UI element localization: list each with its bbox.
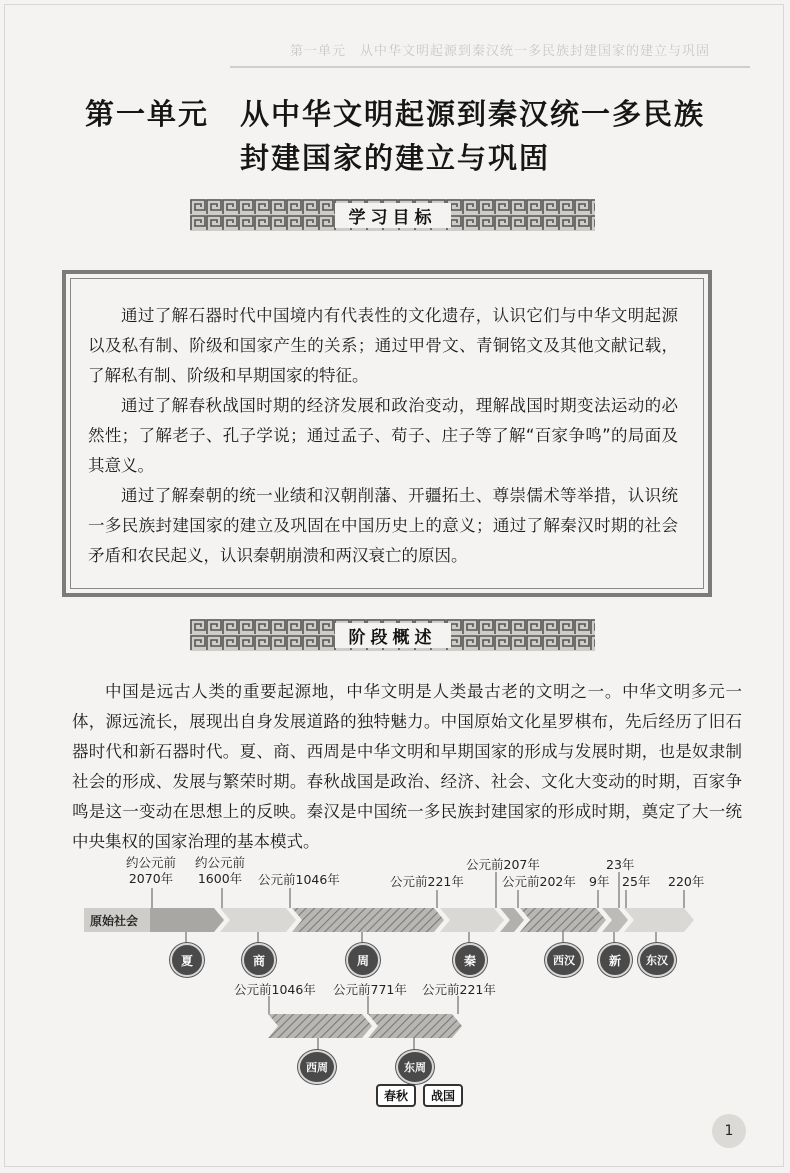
dynasty-xin: 新 [598,943,632,977]
zhou-date-771: 公元前771年 [333,982,407,997]
date-zhou-start: 公元前1046年 [258,872,340,887]
unit-title-line2: 封建国家的建立与巩固 [239,141,550,175]
goal-paragraph-3: 通过了解秦朝的统一业绩和汉朝削藩、开疆拓土、尊崇儒术等举措，认识统一多民族封建国家的建立及巩固在中国历史上的意义；通过了解秦汉时期的社会矛盾和农民起义，认识秦朝崩溃和两汉衰亡的原因。 [88,486,678,565]
date-xia-start: 约公元前 2070年 [126,855,177,886]
section-goals-heading: 学习目标 [190,199,595,231]
goal-paragraph-2: 通过了解春秋战国时期的经济发展和政治变动，理解战国时期变法运动的必然性；了解老子、孔子学说；通过孟子、荀子、庄子等了解“百家争鸣”的局面及其意义。 [88,396,678,475]
period-chunqiu: 春秋 [376,1084,416,1107]
date-xin-start: 9年 [589,874,610,889]
section-overview-heading: 阶段概述 [190,619,595,651]
dynasty-dongzhou: 东周 [396,1050,434,1084]
date-shang-start: 约公元前 1600年 [195,855,246,886]
date-qin-start: 公元前221年 [390,874,464,889]
dynasty-zhou: 周 [346,943,380,977]
zhou-date-221: 公元前221年 [422,982,496,997]
overview-paragraph: 中国是远古人类的重要起源地，中华文明是人类最古老的文明之一。中华文明多元一体，源远流长，展现出自身发展道路的独特魅力。中国原始文化星罗棋布，先后经历了旧石器时代和新石器时代。夏、商、西周是中华文明和早期国家的形成与发展时期，也是奴隶制社会的形成、发展与繁荣时期。春秋战国是政治、经济、社会、文化大变动的时期，百家争鸣是这一变动在思想上的反映。秦汉是中国统一多民族封建国家的形成时期，奠定了大一统中央集权的国家治理的基本模式。 [72,682,742,851]
zhou-date-1046: 公元前1046年 [234,982,316,997]
dynasty-xia: 夏 [170,943,204,977]
page-number: 1 [712,1114,746,1148]
period-zhanguo: 战国 [423,1084,463,1107]
unit-title-line1: 第一单元 从中华文明起源到秦汉统一多民族 [84,97,705,131]
dynasty-xihan: 西汉 [545,943,583,977]
running-header: 第一单元 从中华文明起源到秦汉统一多民族封建国家的建立与巩固 [290,44,711,59]
dynasty-shang: 商 [242,943,276,977]
date-xihan-start-a: 公元前207年 [466,857,540,872]
dynasty-qin: 秦 [453,943,487,977]
date-donghan-b: 25年 [622,874,651,889]
date-donghan-a: 23年 [606,857,635,872]
date-xihan-start-b: 公元前202年 [502,874,576,889]
label-primitive-society: 原始社会 [90,914,139,928]
goal-paragraph-1: 通过了解石器时代中国境内有代表性的文化遗存，认识它们与中华文明起源以及私有制、阶级和国家产生的关系；通过甲骨文、青铜铭文及其他文献记载，了解私有制、阶级和早期国家的特征。 [88,306,678,385]
dynasty-donghan: 东汉 [638,943,676,977]
date-donghan-end: 220年 [668,874,705,889]
dynasty-xizhou: 西周 [298,1050,336,1084]
